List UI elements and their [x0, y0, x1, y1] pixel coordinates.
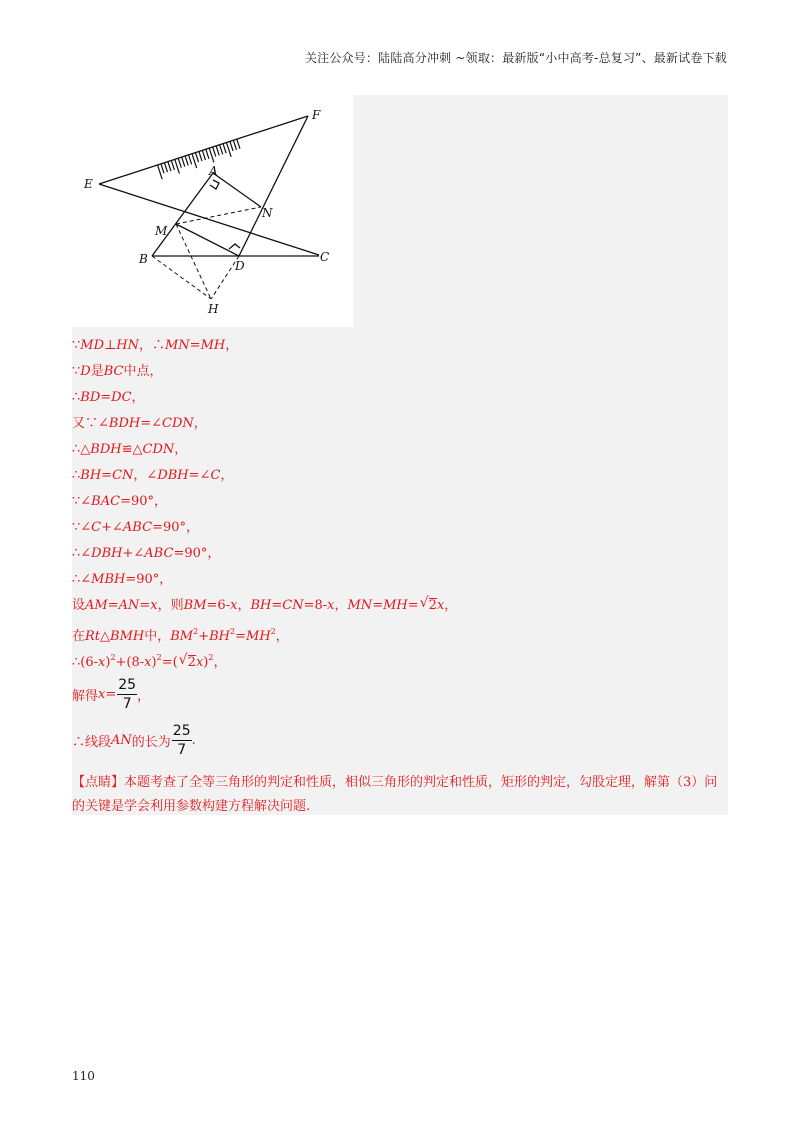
geometry-diagram: [72, 95, 353, 327]
ruler-tick: [223, 144, 226, 154]
ruler-tick: [233, 140, 236, 150]
right-angle-A: [210, 180, 219, 189]
ruler-tick: [178, 158, 181, 168]
ruler-tick: [171, 160, 174, 170]
ruler-tick: [230, 141, 233, 151]
ruler-tick: [168, 162, 171, 172]
dashed-MN: [176, 207, 261, 224]
ruler-tick: [213, 147, 216, 157]
label-C: C: [320, 250, 330, 264]
solution-text: [72, 333, 728, 819]
solution-line: ∵∠C+∠ABC=90°，: [72, 520, 199, 535]
edge-EC: [99, 184, 319, 255]
solution-line: ∴BD=DC，: [72, 390, 145, 405]
solution-line: ∴△BDH≌△CDN，: [72, 442, 188, 457]
page-header: 关注公众号：陆陆高分冲刺 ~领取：最新版“小中高考-总复习”、最新试卷下载: [304, 51, 727, 65]
edge-EF: [99, 116, 308, 184]
label-F: F: [312, 108, 321, 122]
label-A: A: [209, 164, 218, 178]
ruler-tick: [202, 150, 205, 160]
solution-line: ∵D是BC中点，: [72, 364, 163, 379]
dashed-MH: [176, 224, 211, 299]
solution-line: ∵∠BAC=90°，: [72, 494, 167, 509]
ruler-tick: [237, 139, 240, 149]
edge-MD: [176, 224, 239, 256]
label-M: M: [155, 224, 168, 238]
solution-line: 在Rt△BMH中，$BM^2+BH^2=MH^2$，: [72, 627, 289, 644]
label-N: N: [262, 206, 273, 220]
sqrt-expression: √ 2: [419, 595, 437, 613]
ruler-tick: [182, 157, 185, 167]
label-E: E: [84, 177, 93, 191]
geometry-figure: [72, 95, 353, 327]
ruler-tick: [195, 153, 198, 163]
fraction: $\frac{25}{7}$: [118, 676, 137, 712]
page-number: 110: [72, 1069, 95, 1083]
ruler-tick: [206, 149, 209, 159]
solution-line: ∴线段 AN 的长为 $\frac{25}{7}$ .: [72, 722, 196, 758]
solution-line: ∴∠MBH=90°，: [72, 572, 173, 587]
right-angle-D: [229, 244, 240, 249]
ruler-tick: [216, 146, 219, 156]
fraction: $\frac{25}{7}$: [172, 722, 191, 758]
solution-line: ∴BH=CN，∠DBH=∠C，: [72, 468, 234, 483]
solution-line: 设AM=AN=x，则BM=6-x，BH=CN=8-x，MN=MH= √ 2x，: [72, 593, 728, 619]
edge-FD: [239, 116, 308, 256]
solution-line: ∴∠DBH+∠ABC=90°，: [72, 546, 221, 561]
solution-line: 解得 x = $\frac{25}{7}$ ，: [72, 676, 151, 712]
solution-line: ∵MD⊥HN，∴MN=MH，: [72, 338, 239, 353]
dashed-BH: [152, 256, 211, 299]
solution-line: $\therefore(6-x)^2+(8-x)^2=$( √ 2x)$^2$，: [72, 645, 728, 671]
ruler-tick: [199, 151, 202, 161]
sqrt-expression: √ 2: [178, 652, 196, 670]
edge-AN: [213, 173, 261, 207]
solution-line: 又∵∠BDH=∠CDN，: [72, 416, 207, 431]
key-point-comment: 【点睛】本题考查了全等三角形的判定和性质，相似三角形的判定和性质，矩形的判定，勾股定理，解第（3）问的关键是学会利用参数构建方程解决问题.: [72, 775, 718, 814]
ruler-tick: [164, 163, 167, 173]
ruler-tick: [185, 156, 188, 166]
ruler-scale: [158, 139, 240, 179]
label-B: B: [139, 252, 148, 266]
edge-BA: [152, 173, 213, 256]
label-H: H: [208, 302, 219, 316]
ruler-tick: [189, 155, 192, 165]
label-D: D: [235, 259, 245, 273]
ruler-tick: [220, 145, 223, 155]
ruler-tick: [161, 164, 164, 174]
